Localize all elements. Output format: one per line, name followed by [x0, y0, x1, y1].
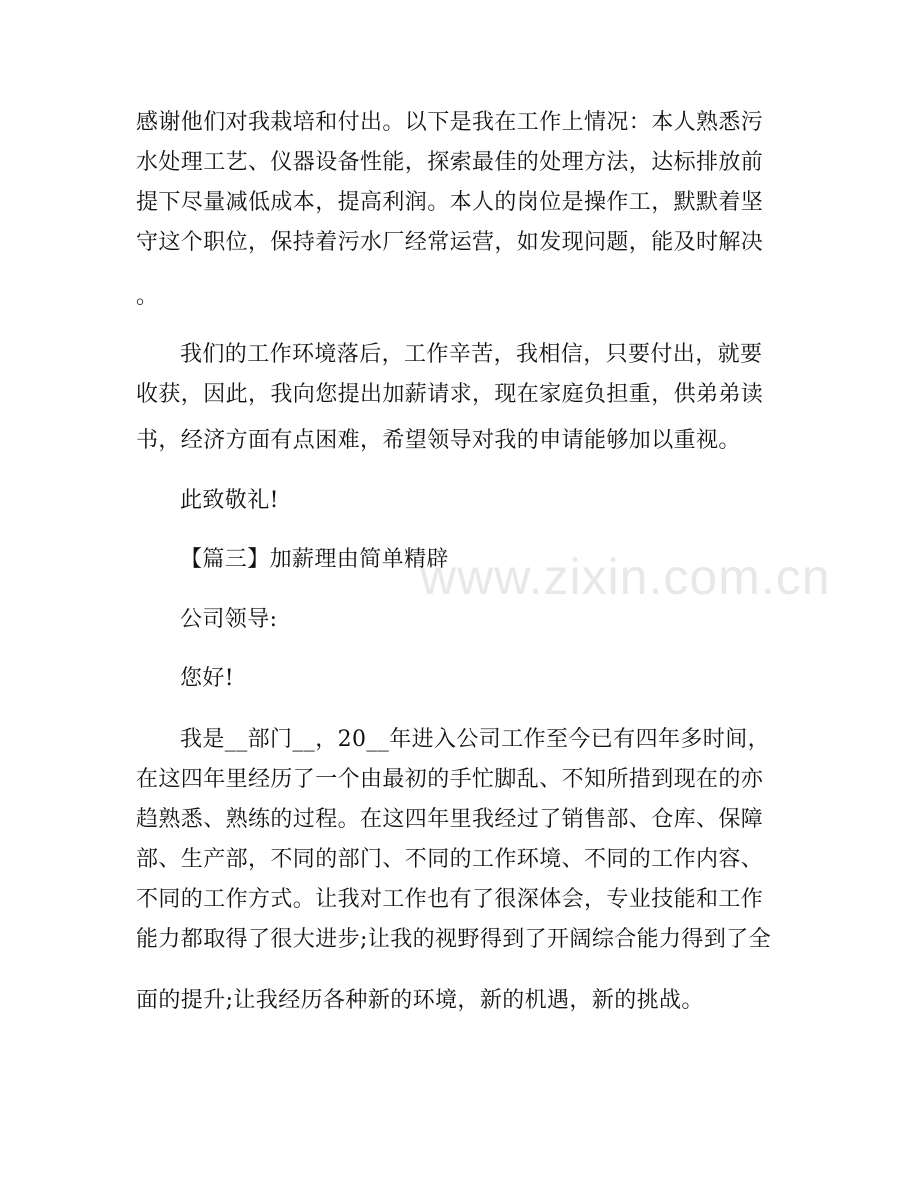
paragraph-line: 趋熟悉、熟练的过程。在这四年里我经过了销售部、仓库、保障	[136, 807, 764, 832]
paragraph-line: 面的提升;让我经历各种新的环境，新的机遇，新的挑战。	[136, 988, 704, 1013]
section-heading: 【篇三】加薪理由简单精辟	[180, 547, 449, 572]
paragraph-line: 收获，因此，我向您提出加薪请求，现在家庭负担重，供弟弟读	[136, 382, 764, 407]
paragraph-line: 水处理工艺、仪器设备性能，探索最佳的处理方法，达标排放前	[136, 150, 764, 175]
paragraph-line: 感谢他们对我栽培和付出。以下是我在工作上情况：本人熟悉污	[136, 110, 764, 135]
paragraph-line: 在这四年里经历了一个由最初的手忙脚乱、不知所措到现在的亦	[136, 767, 764, 792]
salutation: 公司领导:	[180, 607, 278, 632]
paragraph-line: 书，经济方面有点困难，希望领导对我的申请能够加以重视。	[136, 428, 741, 453]
greeting: 您好!	[180, 666, 235, 691]
paragraph-line: 不同的工作方式。让我对工作也有了很深体会，专业技能和工作	[136, 887, 764, 912]
paragraph-line: 能力都取得了很大进步;让我的视野得到了开阔综合能力得到了全	[136, 927, 772, 952]
paragraph-line: 部、生产部，不同的部门、不同的工作环境、不同的工作内容、	[136, 847, 764, 872]
paragraph-line: 守这个职位，保持着污水厂经常运营，如发现问题，能及时解决	[136, 230, 764, 255]
watermark: www.zixin.com.cn	[420, 549, 831, 605]
paragraph-line: 我是__部门__，20__年进入公司工作至今已有四年多时间，	[180, 727, 770, 752]
paragraph-line: 我们的工作环境落后，工作辛苦，我相信，只要付出，就要	[180, 342, 763, 367]
paragraph-line: 提下尽量减低成本，提高利润。本人的岗位是操作工，默默着坚	[136, 190, 764, 215]
closing-line: 此致敬礼!	[180, 488, 279, 513]
paragraph-line: 。	[136, 284, 159, 309]
